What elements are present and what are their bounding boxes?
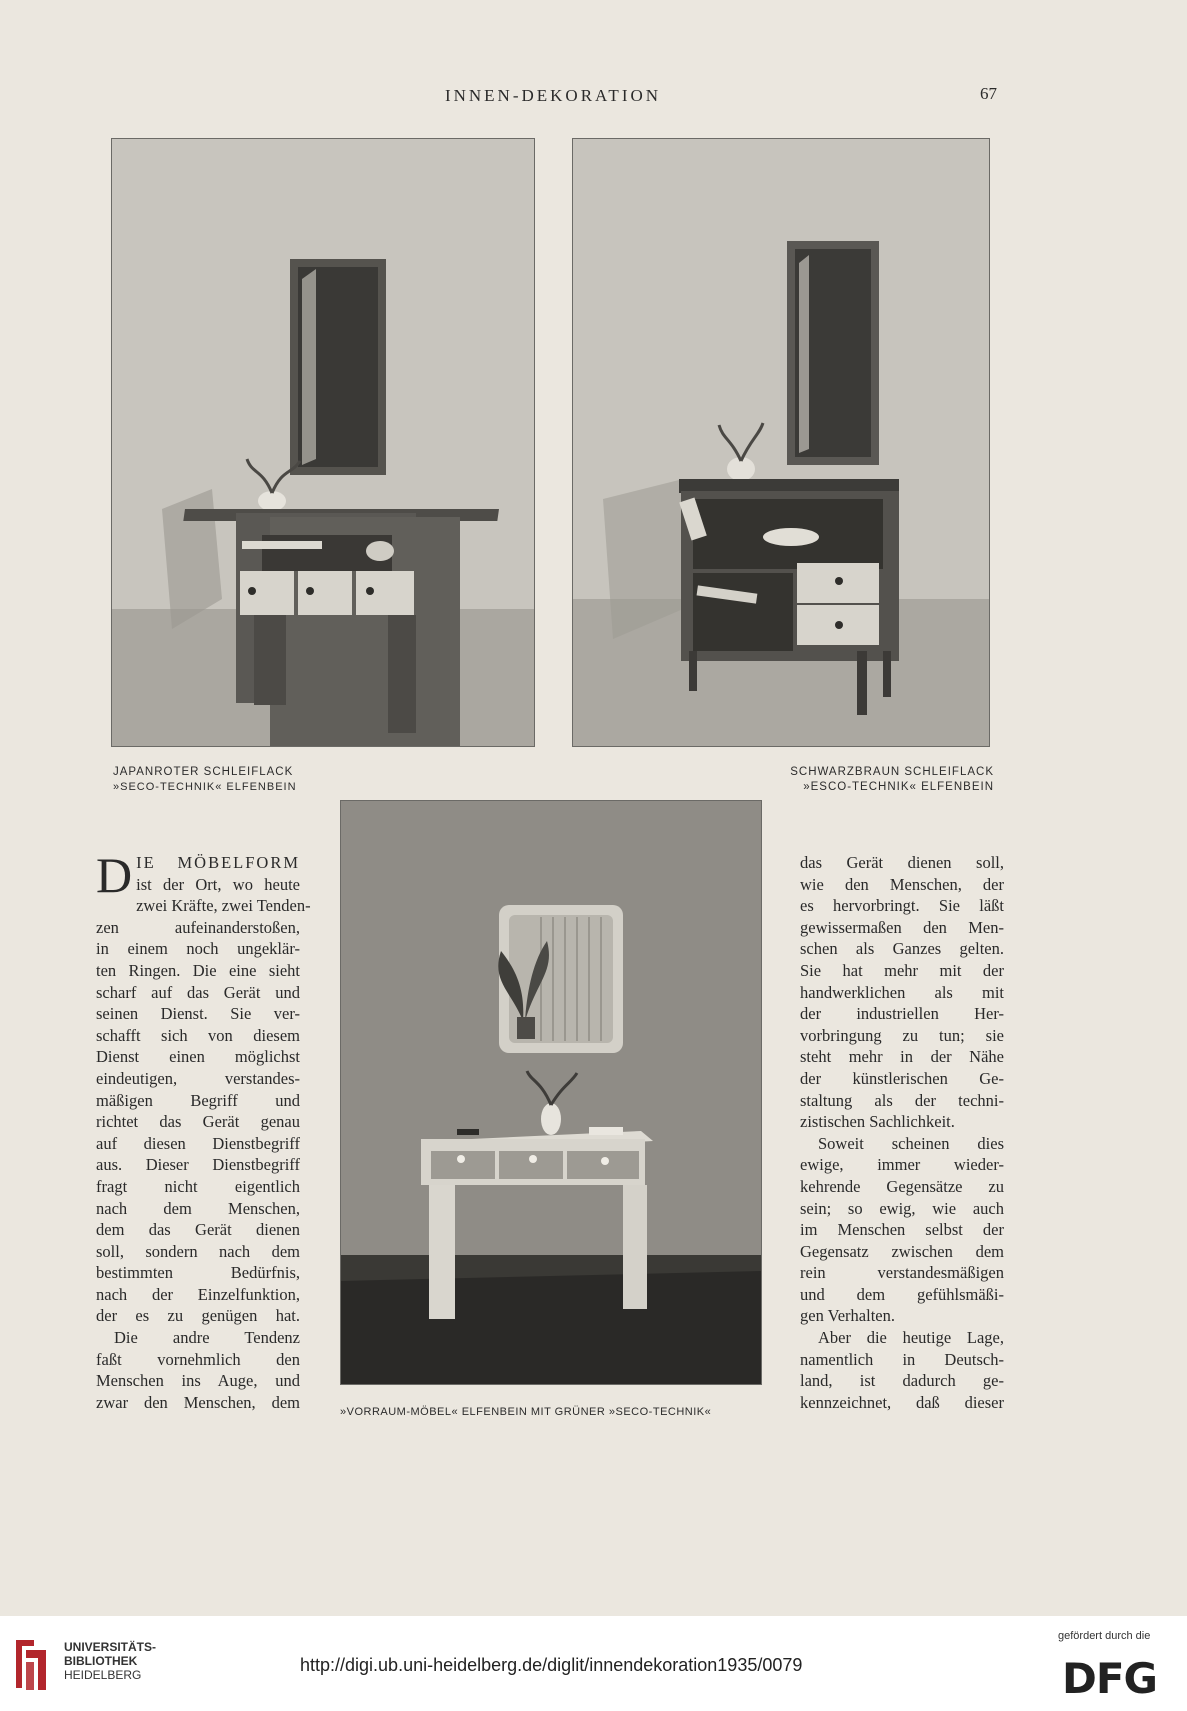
text-line: zistischen Sachlichkeit. (800, 1112, 955, 1132)
text-line: auf diesen Dienstbegriff (96, 1133, 300, 1153)
dropcap: D (96, 847, 133, 903)
text-line: land, ist dadurch ge- (800, 1371, 1004, 1391)
text-line: das Gerät dienen soll, (800, 853, 1004, 872)
text-line: ewige, immer wieder- (800, 1155, 1004, 1175)
article-column-1 (96, 847, 311, 1413)
dfg-logo: DFG (1062, 1654, 1158, 1703)
caption-line: SCHWARZBRAUN SCHLEIFLACK (790, 766, 994, 778)
text-line: gewissermaßen den Men- (800, 917, 1004, 937)
text-line: der industriellen Her- (800, 1004, 1004, 1024)
text-line: bestimmten Bedürfnis, (96, 1263, 300, 1283)
text-line: zwei Kräfte, zwei Tenden- (136, 896, 311, 916)
text-line: zen aufeinanderstoßen, (96, 917, 300, 937)
text-line: kennzeichnet, daß dieser (800, 1392, 1004, 1412)
library-name (64, 1640, 156, 1682)
text-line: nach der Einzelfunktion, (96, 1284, 300, 1304)
text-line: seinen Dienst. Sie ver- (96, 1004, 300, 1024)
text-line: Die andre Tendenz (114, 1328, 300, 1348)
text-line: der es zu genügen hat. (96, 1306, 300, 1326)
text-line: Menschen ins Auge, und (96, 1371, 300, 1391)
text-line: ten Ringen. Die eine sieht (96, 960, 300, 980)
article-column-2 (800, 852, 1004, 1413)
text-line: IE MÖBELFORM (136, 853, 300, 872)
source-url-link[interactable]: http://digi.ub.uni-heidelberg.de/diglit/innendekoration1935/0079 (300, 1655, 803, 1675)
text-line: handwerklichen als mit (800, 982, 1004, 1002)
text-line: mäßigen Begriff und (96, 1090, 300, 1110)
text-line: rein verstandesmäßigen (800, 1263, 1004, 1283)
caption-top-left (113, 765, 297, 795)
photo-hall-console-ivory (340, 800, 762, 1385)
text-line: Gegensatz zwischen dem (800, 1241, 1004, 1261)
text-line: namentlich in Deutsch- (800, 1349, 1004, 1369)
text-line: kehrende Gegensätze zu (800, 1176, 1004, 1196)
text-line: im Menschen selbst der (800, 1220, 1004, 1240)
text-line: nach dem Menschen, (96, 1198, 300, 1218)
text-line: zwar den Menschen, dem (96, 1392, 300, 1412)
funding-note: gefördert durch die (1058, 1630, 1151, 1642)
text-line: schafft sich von diesem (96, 1025, 300, 1045)
text-line: scharf auf das Gerät und (96, 982, 300, 1002)
footer-bar (0, 1616, 1187, 1711)
caption-line: »ESCO-TECHNIK« ELFENBEIN (803, 781, 994, 793)
text-line: Sie hat mehr mit der (800, 960, 1004, 980)
running-header: INNEN-DEKORATION (444, 86, 662, 105)
text-line: fragt nicht eigentlich (96, 1176, 300, 1196)
text-line: faßt vornehmlich den (96, 1349, 300, 1369)
caption-center: »VORRAUM-MÖBEL« ELFENBEIN MIT GRÜNER »SECO-TECHNIK« (340, 1406, 712, 1418)
page-number: 67 (980, 84, 997, 103)
text-line: staltung als der techni- (800, 1090, 1004, 1110)
caption-line: JAPANROTER SCHLEIFLACK (113, 766, 294, 778)
text-line: soll, sondern nach dem (96, 1241, 300, 1261)
caption-top-right (784, 765, 994, 795)
text-line: ist der Ort, wo heute (136, 874, 300, 894)
text-line: Soweit scheinen dies (818, 1133, 1004, 1153)
text-line: der künstlerischen Ge- (800, 1068, 1004, 1088)
photo-vanity-red-lacquer (111, 138, 535, 747)
text-line: es hervorbringt. Sie läßt (800, 896, 1004, 916)
caption-line: »SECO-TECHNIK« ELFENBEIN (113, 781, 297, 793)
text-line: Aber die heutige Lage, (818, 1328, 1004, 1348)
photo-sideboard-blackbrown (572, 138, 990, 747)
university-library-logo-icon (12, 1638, 50, 1692)
library-name-line: HEIDELBERG (64, 1668, 142, 1682)
library-name-line: BIBLIOTHEK (64, 1654, 138, 1668)
text-line: eindeutigen, verstandes- (96, 1068, 300, 1088)
text-line: steht mehr in der Nähe (800, 1047, 1004, 1067)
text-line: sein; so ewig, wie auch (800, 1198, 1004, 1218)
text-line: in einem noch ungeklär- (96, 939, 300, 959)
text-line: vorbringung zu tun; sie (800, 1025, 1004, 1045)
text-line: richtet das Gerät genau (96, 1112, 300, 1132)
text-line: Dienst einen möglichst (96, 1047, 300, 1067)
text-line: gen Verhalten. (800, 1306, 895, 1326)
text-line: dem das Gerät dienen (96, 1220, 300, 1240)
text-line: aus. Dieser Dienstbegriff (96, 1155, 300, 1175)
library-name-line: UNIVERSITÄTS- (64, 1640, 157, 1654)
text-line: wie den Menschen, der (800, 874, 1004, 894)
text-line: schen als Ganzes gelten. (800, 939, 1004, 959)
text-line: und dem gefühlsmäßi- (800, 1284, 1004, 1304)
